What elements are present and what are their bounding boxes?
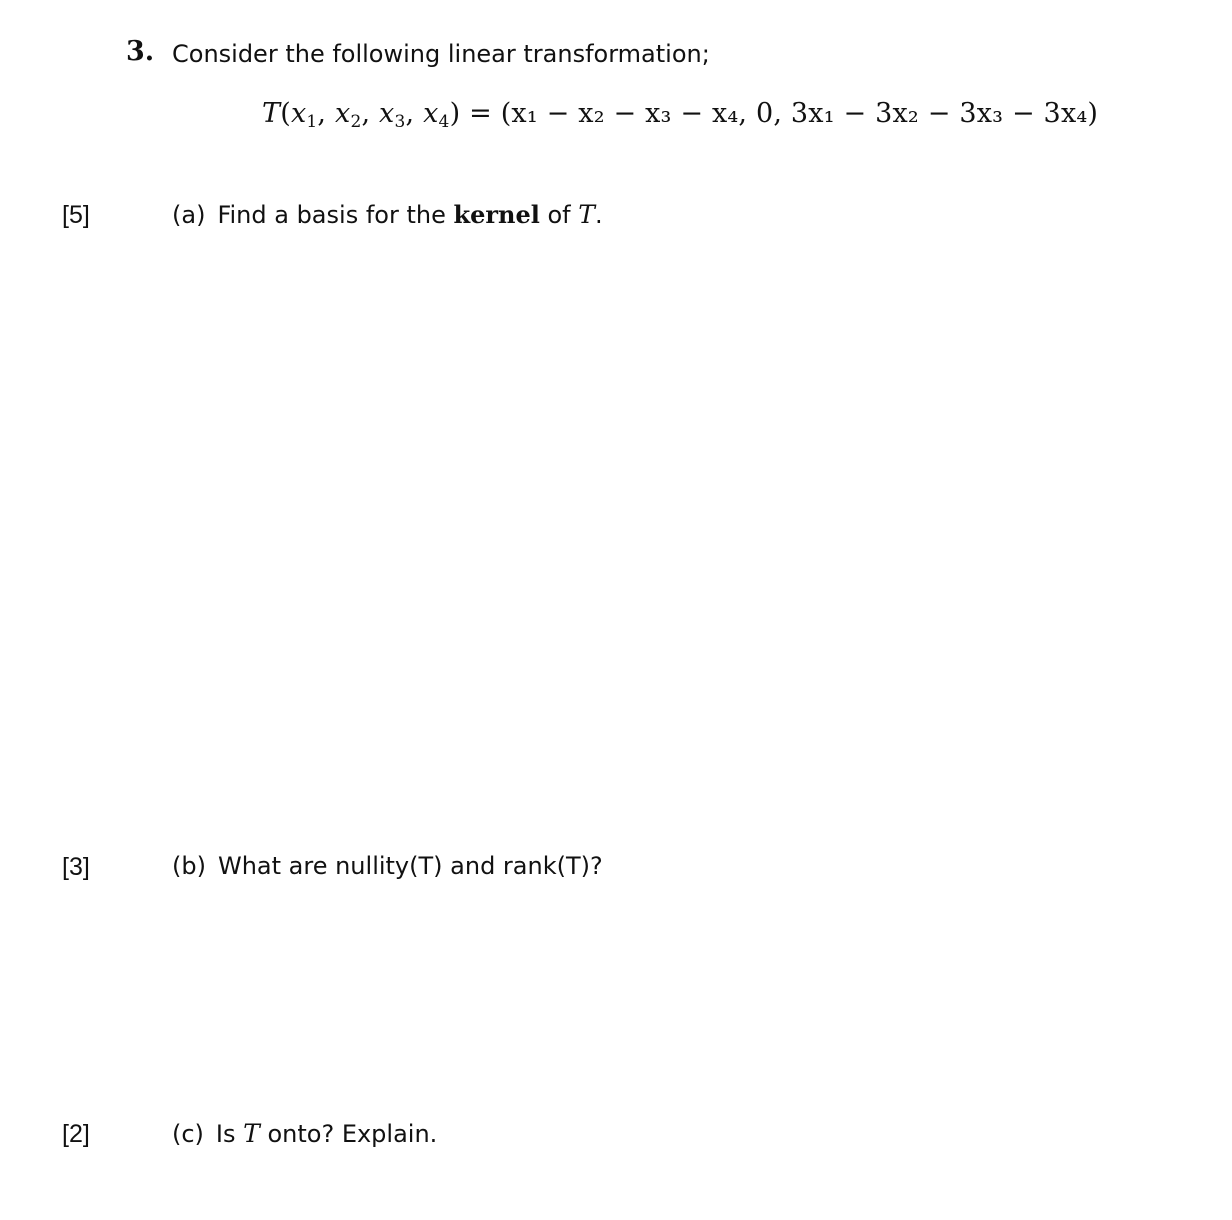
- part-c-text: Is: [215, 1120, 244, 1148]
- part-a: [172, 200, 603, 229]
- part-a-math-symbol: T: [578, 200, 595, 229]
- part-a-label: (a): [172, 201, 206, 229]
- part-b: [172, 852, 603, 880]
- part-a-text-after: of: [539, 201, 579, 229]
- equation-subscript: 3: [394, 112, 406, 132]
- question-number: 3.: [126, 36, 155, 67]
- equation-var: x: [379, 98, 395, 129]
- transformation-equation: $T(x_1$, $x_2$, $x_3$, $x_4) = (x_1 - x_2 - x_3 - x_4$, 0, 3x₁ − 3x₂ − 3x₃ − 3x₄): [262, 98, 1099, 132]
- part-b-label: (b): [172, 852, 206, 880]
- part-c-math-symbol: T: [243, 1119, 260, 1148]
- equation-function-symbol: T: [262, 98, 281, 129]
- equation-rhs: = (x₁ − x₂ − x₃ − x₄, 0, 3x₁ − 3x₂ − 3x₃ − 3x₄): [469, 98, 1099, 129]
- marks-part-c: [2]: [62, 1120, 90, 1148]
- part-c-text-after: onto? Explain.: [259, 1120, 438, 1148]
- part-a-text: Find a basis for the: [217, 201, 454, 229]
- question-prompt: Consider the following linear transformation;: [172, 40, 710, 68]
- part-a-bold-term: kernel: [453, 200, 540, 229]
- equation-subscript: 1: [306, 112, 318, 132]
- marks-part-b: [3]: [62, 853, 90, 881]
- equation-subscript: 2: [350, 112, 362, 132]
- equation-subscript: 4: [438, 112, 450, 132]
- marks-part-a: [5]: [62, 201, 90, 229]
- equation-var: x: [423, 98, 439, 129]
- part-a-end: .: [594, 201, 603, 229]
- part-c: [172, 1119, 437, 1148]
- part-c-label: (c): [172, 1120, 204, 1148]
- equation-var: x: [290, 98, 307, 129]
- equation-var: x: [335, 98, 351, 129]
- part-b-text: What are nullity(T) and rank(T)?: [217, 852, 603, 880]
